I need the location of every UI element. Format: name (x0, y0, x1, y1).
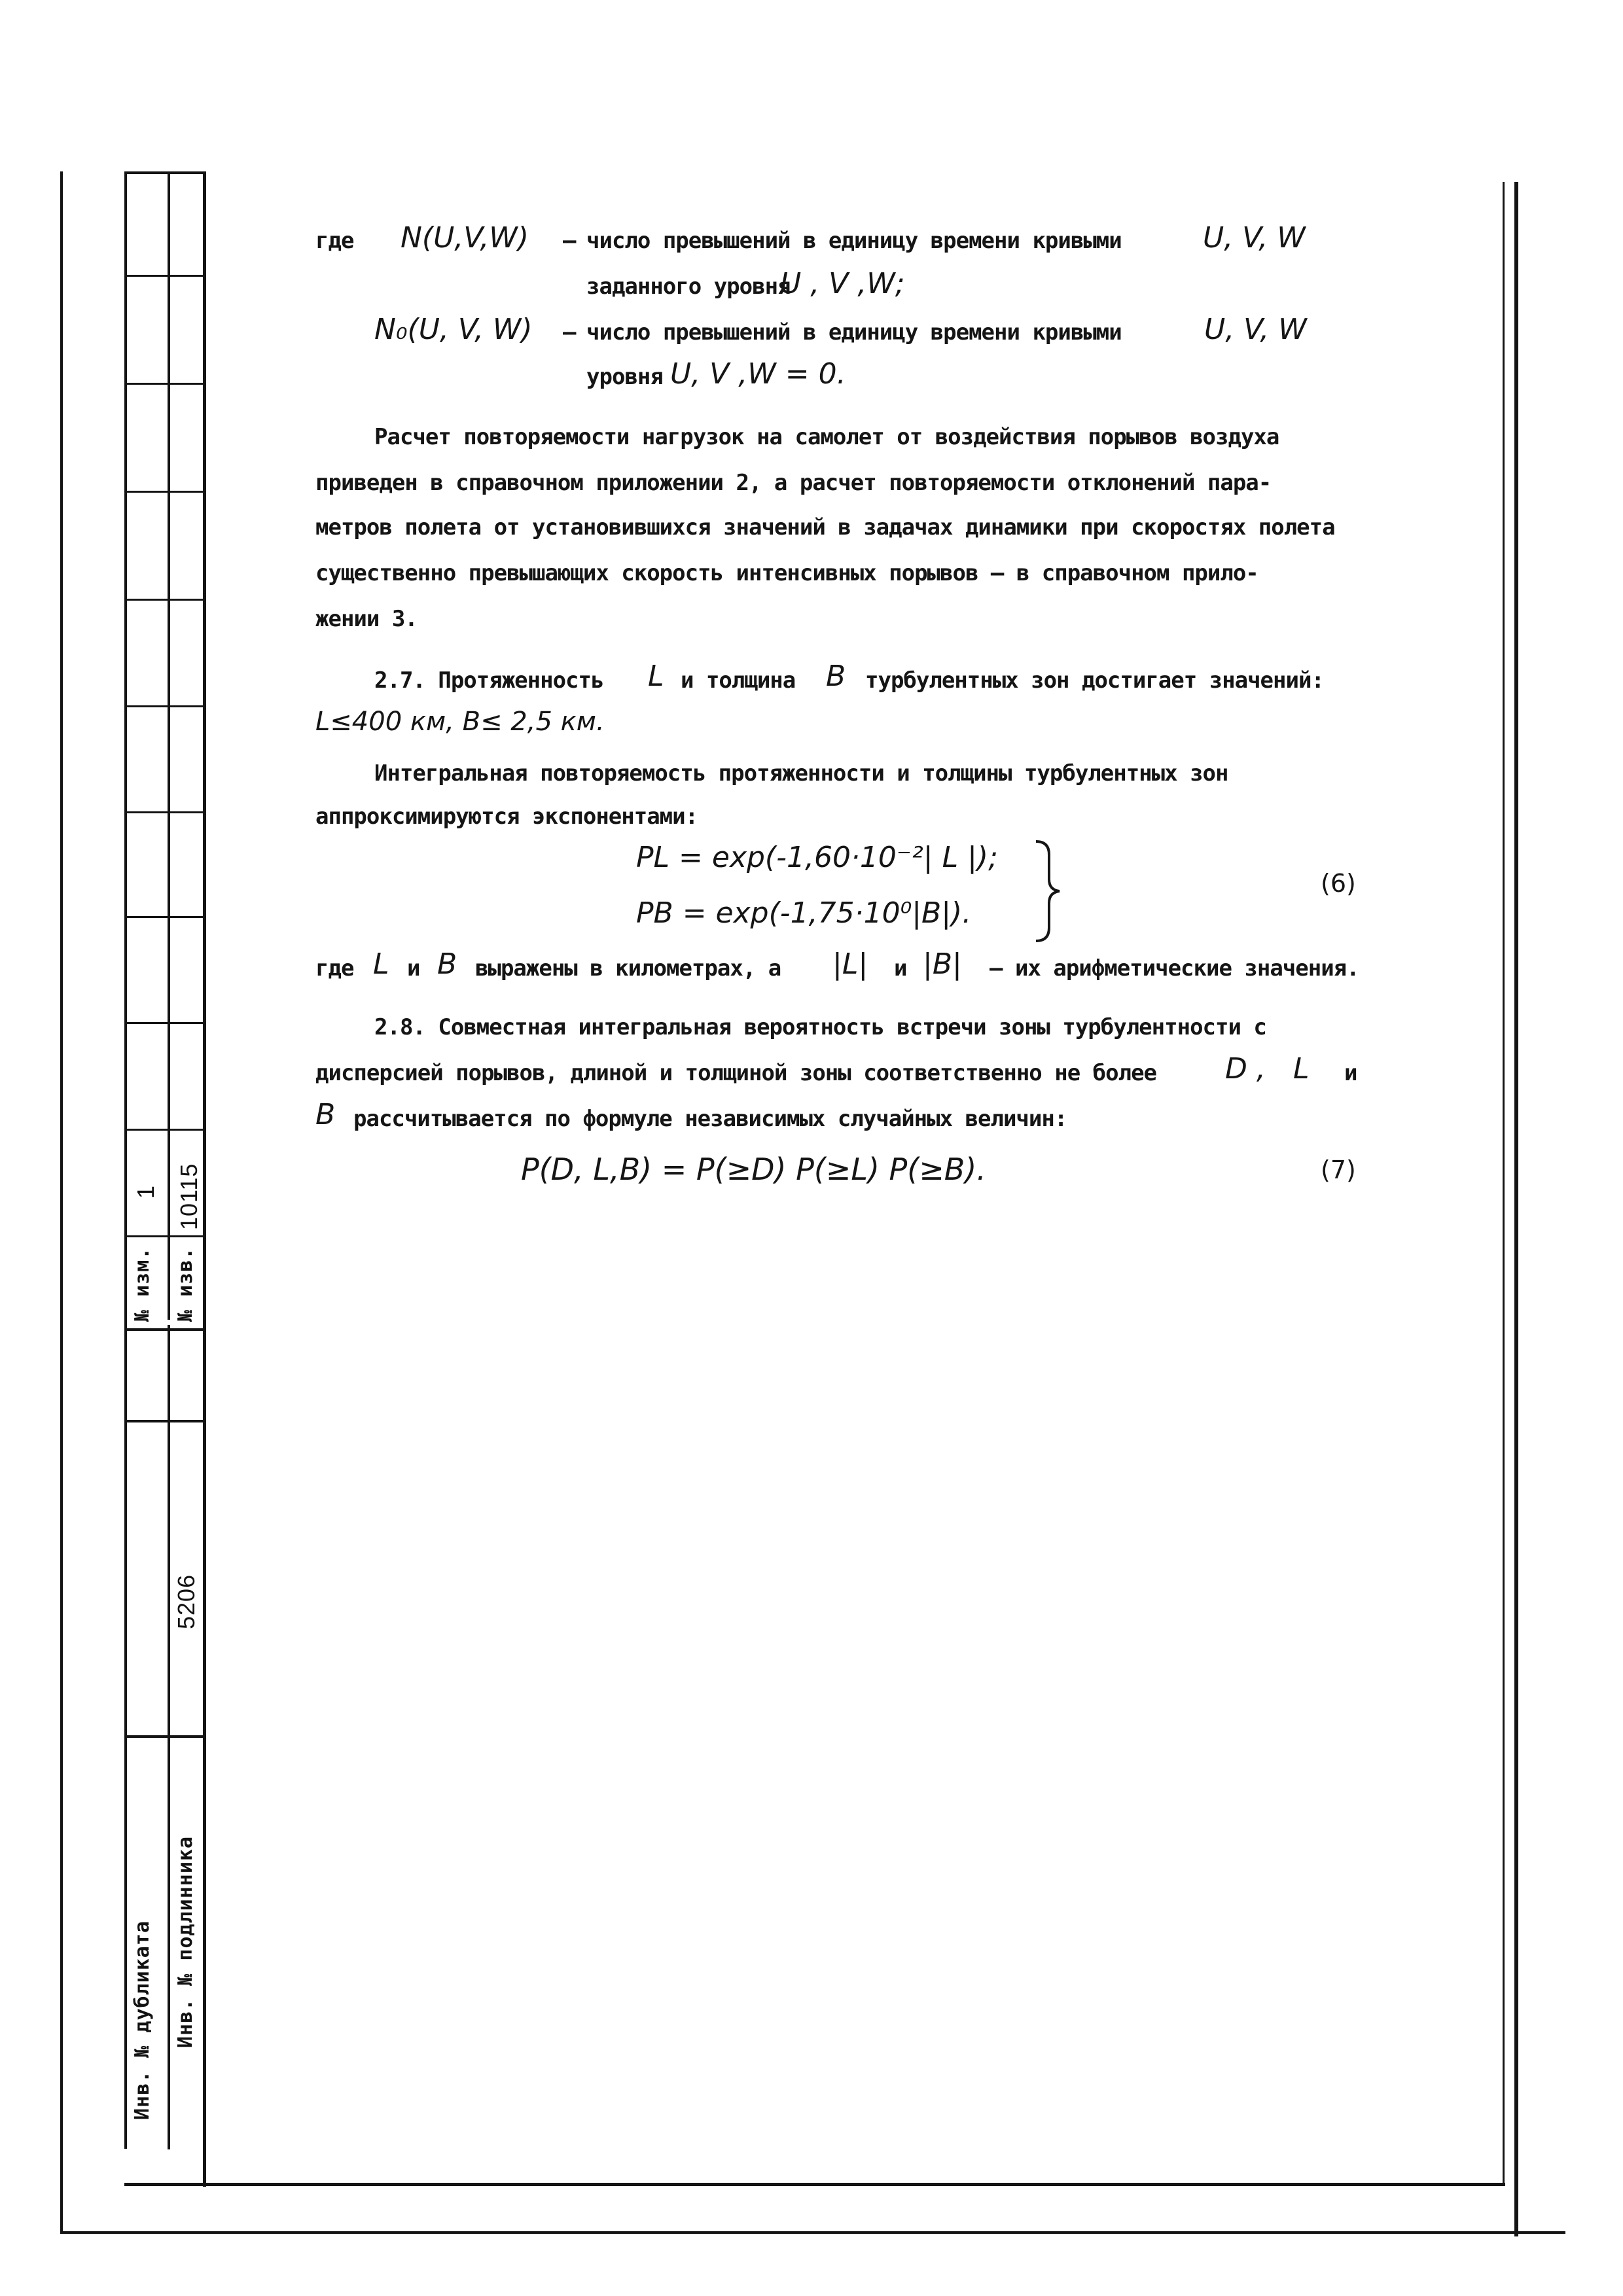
stamp-izm-value: 1 (132, 1184, 159, 1199)
n0-uvw: U, V, W (1204, 313, 1307, 346)
para-calc-line: метров полета от установившихся значений в задачах динамики при скоростях полета (315, 514, 1335, 540)
stamp-row-line (124, 916, 206, 918)
stamp-row-line (124, 811, 206, 813)
equation-7-number: (7) (1321, 1156, 1356, 1184)
equation-6-number: (6) (1321, 869, 1356, 898)
frame-left-outer-vertical (124, 171, 127, 2149)
stamp-original-label: Инв. № подлинника (174, 1835, 197, 2048)
n-symbol: N(U,V,W) (401, 221, 529, 255)
stamp-duplicate-label: Инв. № дубликата (131, 1920, 154, 2120)
section-28-line3: рассчитывается по формуле независимых случайных величин: (353, 1106, 1067, 1132)
section-27-para2-line1: Интегральная повторяемость протяженности и толщины турбулентных зон (374, 760, 1228, 786)
equation-system-brace (1031, 839, 1063, 944)
section-27-L: L (648, 660, 664, 693)
n0-symbol: N₀(U, V, W) (374, 313, 533, 346)
n-description-2: заданного уровня (586, 274, 791, 300)
para-calc-line: жении 3. (315, 606, 418, 632)
stamp-row-line (124, 599, 206, 601)
frame-bottom-outer (60, 2231, 1565, 2234)
stamp-row-line (124, 275, 206, 277)
frame-top-horizontal (124, 171, 206, 174)
after-eq-text-2: – их арифметические значения. (990, 955, 1359, 981)
section-28-line1: 2.8. Совместная интегральная вероятность встречи зоны турбулентности с (374, 1014, 1266, 1040)
section-27-line1-c: турбулентных зон достигает значений: (865, 667, 1324, 694)
para-calc-line: приведен в справочном приложении 2, а расчет повторяемости отклонений пара- (315, 470, 1272, 496)
section-28-and: и (1344, 1060, 1357, 1086)
stamp-row-line (124, 1129, 206, 1131)
stamp-row-line (124, 705, 206, 707)
n-dash: – (563, 228, 576, 254)
after-eq-where: где (315, 955, 354, 981)
stamp-row-line (124, 383, 206, 385)
stamp-row-line (124, 1235, 206, 1237)
section-27-B: B (826, 660, 846, 693)
n0-description-1: число превышений в единицу времени кривыми (586, 319, 1122, 345)
section-28-D: D , (1225, 1052, 1266, 1086)
n-uvw: U, V, W (1203, 221, 1306, 255)
stamp-row-line (124, 491, 206, 493)
para-calc-line: существенно превышающих скорость интенсивных порывов – в справочном прило- (315, 560, 1258, 586)
section-28-B: B (315, 1098, 336, 1131)
after-eq-text: выражены в километрах, а (475, 955, 781, 981)
after-eq-and-1: и (407, 955, 420, 981)
frame-top-left-vertical (60, 171, 63, 2149)
frame-right-vertical (1514, 182, 1518, 2236)
where-label: где (315, 228, 354, 254)
stamp-lower-top (124, 1420, 206, 1422)
after-eq-B: B (437, 947, 457, 981)
after-eq-abs-B: |B| (923, 947, 962, 981)
n-description-1: число превышений в единицу времени кривыми (586, 228, 1122, 254)
section-28-line2-a: дисперсией порывов, длиной и толщиной зоны соответственно не более (315, 1060, 1157, 1086)
equation-7: P(D, L,B) = P(≥D) P(≥L) P(≥B). (521, 1152, 986, 1187)
section-28-L: L (1293, 1052, 1310, 1086)
stamp-izv-label: № изв. (174, 1246, 197, 1322)
after-eq-and-2: и (894, 955, 907, 981)
equation-pl: PL = exp(-1,60·10⁻²| L |); (636, 841, 998, 874)
after-eq-L: L (373, 947, 389, 981)
frame-left-inner-vertical (168, 171, 170, 1320)
stamp-row-line (124, 1022, 206, 1024)
section-27-line2: L≤400 км, B≤ 2,5 км. (315, 707, 605, 737)
stamp-original-value: 5206 (173, 1574, 200, 1629)
frame-bottom-horizontal (124, 2183, 1505, 2186)
section-27-line1-a: 2.7. Протяженность (374, 667, 604, 694)
n-uvw-2: U , V ,W; (780, 267, 905, 300)
n0-uvw-2: U, V ,W = 0. (670, 357, 846, 391)
n0-description-2: уровня (586, 364, 663, 390)
frame-bottom-left-drop (60, 2146, 63, 2234)
stamp-row-line (124, 1328, 206, 1331)
equation-pb: PB = exp(-1,75·10⁰|B|). (636, 896, 972, 930)
section-27-para2-line2: аппроксимируются экспонентами: (315, 804, 698, 830)
frame-left-main-vertical (203, 171, 206, 2187)
n0-dash: – (563, 319, 576, 345)
para-calc-line: Расчет повторяемости нагрузок на самолет от воздействия порывов воздуха (374, 424, 1279, 450)
section-27-line1-b: и толщина (681, 667, 796, 694)
stamp-lower-mid (124, 1735, 206, 1738)
frame-right-vertical-2 (1503, 182, 1505, 2184)
after-eq-abs-L: |L| (832, 947, 868, 981)
stamp-izm-label: № изм. (131, 1246, 154, 1322)
stamp-izv-value: 10115 (175, 1163, 202, 1230)
